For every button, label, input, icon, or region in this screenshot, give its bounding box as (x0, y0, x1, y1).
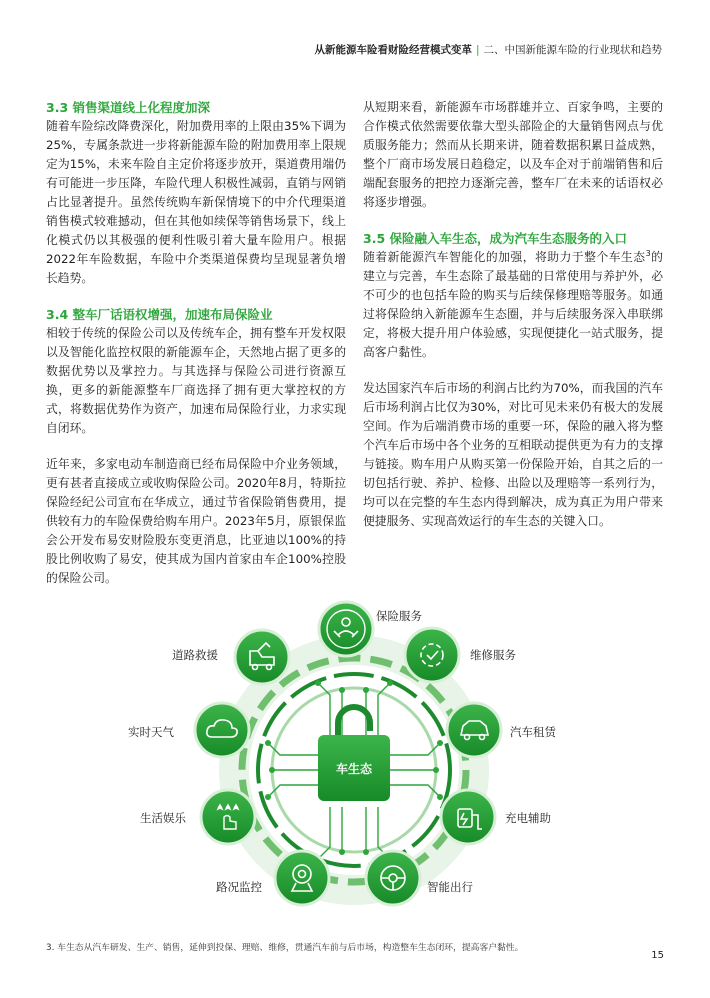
header-title: 从新能源车险看财险经营模式变革 (314, 44, 472, 56)
section-3-4-paragraph-2: 近年来，多家电动车制造商已经布局保险中介业务领域，更有甚者直接成立或收购保险公司。2020年8月，特斯拉保险经纪公司宣布在华成立，通过节省保险销售费用，提供较有力的车险保费给购车用户。2023年5月，原银保监会公开发布易安财险股东变更消息，比亚迪以100%的持股比例收购了易安，使其成为国内首家由车企100%控股的保险公司。 (46, 457, 346, 585)
label-smart-travel: 智能出行 (427, 880, 473, 894)
left-column (46, 98, 346, 588)
section-3-5-paragraph-1: 随着新能源汽车智能化的加强，将助力于整个车生态$^3$的建立与完善，车生态除了最基础的日常使用与养护外，必不可少的也包括车险的购买与后续保修理赔等服务。如通过将保险纳入新能源车生态圈，并与后续服务深入串联绑定，将极大提升用户体验感，实现便捷化一站式服务，提高客户黏性。 (363, 249, 663, 359)
short-term-paragraph: 从短期来看，新能源车市场群雄并立、百家争鸣，主要的合作模式依然需要依靠大型头部险企的大量销售网点与优质服务能力；然而从长期来讲，随着数据积累日益成熟，整个厂商市场发展日趋稳定，以及车企对于前端销售和后端配套服务的把控力逐渐完善，整车厂在未来的话语权必将逐步增强。 (363, 100, 663, 209)
ecosystem-svg (0, 585, 710, 935)
section-3-5-heading: 3.5 保险融入车生态，成为汽车生态服务的入口 (363, 231, 627, 246)
label-repair: 维修服务 (470, 648, 516, 662)
label-entertainment: 生活娱乐 (140, 811, 186, 825)
node-road-monitoring (275, 851, 329, 905)
label-weather: 实时天气 (128, 725, 174, 739)
footnote: 3. 车生态从汽车研发、生产、销售，延伸到投保、理赔、维修，贯通汽车前与后市场，构造整车生态闭环，提高客户黏性。 (46, 943, 524, 953)
page-number: 15 (651, 950, 664, 961)
node-road-rescue (235, 630, 289, 684)
section-3-3-paragraph: 随着车险综改降费深化，附加费用率的上限由35%下调为25%，专属条款进一步将新能源车险的附加费用率上限规定为15%，未来车险自主定价将逐步放开，渠道费用端仍有可能进一步压降，车险代理人积极性减弱，直销与网销占比显著提升。虽然传统购车新保情境下的中介代理渠道销售模式较难撼动，但在其他如续保等销售场景下，线上化模式仍以其极强的便利性吸引着大量车险用户。根据2022年车险数据，车险中介类渠道保费均呈现显著负增长趋势。 (46, 119, 346, 285)
label-charging: 充电辅助 (505, 811, 551, 825)
header-separator: | (475, 44, 480, 56)
node-car-rental (447, 703, 501, 757)
node-insurance (319, 602, 373, 656)
car-ecosystem-diagram (0, 585, 710, 935)
right-column (363, 98, 663, 531)
label-insurance: 保险服务 (376, 609, 422, 623)
padlock-shackle (338, 707, 370, 737)
label-road-rescue: 道路救援 (172, 648, 218, 662)
label-car-rental: 汽车租赁 (510, 725, 556, 739)
section-3-5-paragraph-2: 发达国家汽车后市场的利润占比约为70%，而我国的汽车后市场利润占比仅为30%，对比可见未来仍有极大的发展空间。作为后端消费市场的重要一环，保险的融入将为整个汽车后市场中各个业务的互相联动提供更为有力的支撑与链接。购车用户从购买第一份保险开始，自其之后的一切包括行驶、养护、检修、出险以及理赔等一系列行为，均可以在完整的车生态内得到解决，成为真正为用户带来便捷服务、实现高效运行的车生态的关键入口。 (363, 381, 663, 528)
running-header (314, 42, 662, 57)
node-smart-travel (366, 851, 420, 905)
section-3-4-paragraph-1: 相较于传统的保险公司以及传统车企，拥有整车开发权限以及智能化监控权限的新能源车企，天然地占据了更多的数据优势以及掌控力。与其选择与保险公司进行资源互换，更多的新能源整车厂商选择了拥有更大掌控权的方式，将数据优势作为资产，加速布局保险行业，力求实现自闭环。 (46, 326, 346, 435)
footnote-ref: 3 (645, 249, 651, 259)
section-3-3-heading: 3.3 销售渠道线上化程度加深 (46, 100, 210, 115)
label-road-monitoring: 路况监控 (216, 880, 262, 894)
node-weather (195, 703, 249, 757)
section-3-4-heading: 3.4 整车厂话语权增强，加速布局保险业 (46, 307, 273, 322)
node-repair (405, 628, 459, 682)
center-label: 车生态 (335, 762, 373, 776)
node-entertainment (201, 790, 255, 844)
node-charging (441, 790, 495, 844)
header-section: 二、中国新能源车险的行业现状和趋势 (483, 44, 662, 56)
